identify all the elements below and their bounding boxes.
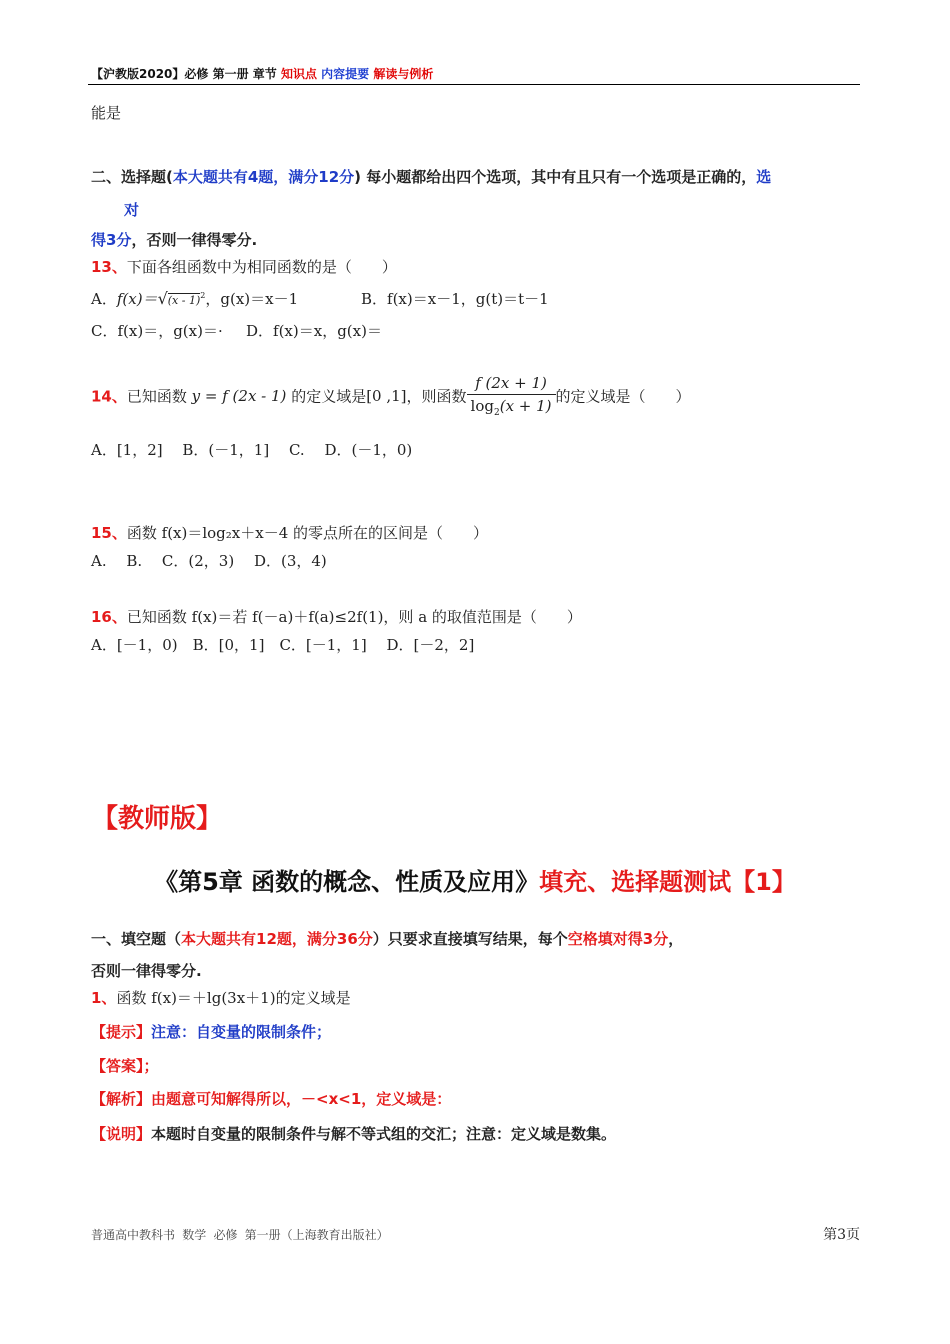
q14-expr: y = f (2x - 1) — [191, 387, 287, 405]
question-16 — [91, 606, 582, 627]
note-label: 【说明】 — [91, 1125, 152, 1143]
hint-line — [91, 1021, 331, 1042]
q14-fraction — [467, 374, 556, 418]
section2-tail: ，否则一律得零分. — [131, 231, 258, 249]
q1-number: 1、 — [91, 989, 117, 1007]
q13-a-f: f(x)＝ — [116, 290, 158, 308]
section1-line2: 否则一律得零分. — [91, 962, 202, 980]
title-main: 《第5章 函数的概念、性质及应用》 — [154, 868, 540, 896]
q13-a-g: ，g(x)＝x－1 — [205, 290, 299, 308]
q14-number: 14、 — [91, 387, 127, 406]
q13-option-a — [91, 288, 298, 309]
footer-text: 普通高中教科书 数学 必修 第一册（上海教育出版社） — [91, 1228, 389, 1242]
q16-text: 已知函数 f(x)＝若 f(－a)＋f(a)≤2f(1)，则 a 的取值范围是（ ） — [126, 608, 582, 626]
question-13 — [91, 256, 397, 277]
running-header — [91, 65, 433, 82]
q14-text4: 的定义域是（ ） — [555, 387, 691, 406]
analysis-text: 由题意可知解得所以，－<x<1，定义域是： — [151, 1090, 452, 1108]
page-title — [0, 862, 950, 897]
section2-line3 — [91, 229, 257, 250]
q13-text: 下面各组函数中为相同函数的是（ ） — [126, 258, 397, 276]
title-red: 填充、选择题测试【1】 — [539, 868, 796, 896]
q14-text1: 已知函数 — [126, 387, 192, 406]
sqrt-symbol: √ — [157, 289, 168, 308]
section1-lead: 一、填空题（ — [91, 930, 182, 948]
header-divider — [88, 84, 860, 85]
page-number: 第3页 — [823, 1227, 860, 1243]
q13-a-prefix: A． — [91, 290, 117, 308]
section1-heading — [91, 928, 683, 949]
q14-frac-denominator — [467, 395, 556, 418]
q15-options: A. B. C．(2，3) D．(3，4) — [91, 552, 327, 570]
note-line — [91, 1123, 616, 1144]
note-text: 本题时自变量的限制条件与解不等式组的交汇；注意：定义域是数集。 — [151, 1125, 617, 1143]
q14-log: log — [470, 397, 494, 415]
q14-interval: [0 ,1] — [366, 387, 407, 405]
q15-text: 函数 f(x)＝log₂x＋x－4 的零点所在的区间是（ ） — [126, 524, 489, 542]
answer-text: ； — [143, 1057, 159, 1075]
teacher-version-label: 【教师版】 — [92, 804, 223, 834]
header-analysis: 解读与例析 — [369, 67, 434, 81]
question-1 — [91, 987, 351, 1008]
q1-text: 函数 f(x)＝＋lg(3x＋1)的定义域是 — [116, 989, 351, 1007]
q13-number: 13、 — [91, 258, 127, 276]
q13-a-exponent: 2 — [200, 291, 206, 300]
question-15 — [91, 522, 488, 543]
section2-pick1: 选 — [756, 168, 772, 186]
section2-pick2: 对 — [124, 201, 140, 219]
q13-option-c: C．f(x)＝，g(x)＝· — [91, 322, 223, 340]
q15-number: 15、 — [91, 524, 127, 542]
header-prefix: 【沪教版2020】必修 第一册 章节 — [91, 67, 281, 81]
answer-line — [91, 1055, 159, 1076]
q14-text2: 的定义域是 — [286, 387, 367, 406]
section2-body: ) 每小题都给出四个选项，其中有且只有一个选项是正确的， — [354, 168, 757, 186]
section2-heading — [91, 166, 771, 187]
section2-lead: 二、选择题( — [91, 168, 173, 186]
hint-text: 注意：自变量的限制条件； — [151, 1023, 332, 1041]
q14-log-base: 2 — [493, 408, 500, 418]
q14-log-arg: (x + 1) — [499, 397, 552, 415]
q13-option-d: D．f(x)＝x，g(x)＝ — [246, 322, 382, 340]
q13-option-b: B．f(x)＝x－1，g(t)＝t－1 — [361, 290, 549, 308]
section2-pick3: 得3分 — [91, 231, 132, 249]
question-14 — [91, 374, 691, 418]
q16-number: 16、 — [91, 608, 127, 626]
answer-label: 【答案】 — [91, 1057, 144, 1075]
q16-options: A．[－1，0) B．[0，1] C．[－1，1] D．[－2，2] — [91, 636, 475, 654]
section1-blank: 空格填对得3分 — [567, 930, 669, 948]
header-knowledge-point: 知识点 — [280, 67, 317, 81]
header-summary: 内容提要 — [316, 67, 370, 81]
section1-info: 本大题共有12题，满分36分 — [181, 930, 373, 948]
hint-label: 【提示】 — [91, 1023, 152, 1041]
analysis-label: 【解析】 — [91, 1090, 152, 1108]
q14-text3: ，则函数 — [406, 387, 467, 406]
section1-body: ）只要求直接填写结果，每个 — [372, 930, 568, 948]
carryover-text: 能是 — [91, 104, 122, 122]
section1-tail: ， — [668, 930, 684, 948]
section2-info: 本大题共有4题，满分12分 — [172, 168, 355, 186]
q14-frac-numerator: f (2x + 1) — [467, 374, 556, 395]
q13-a-radicand: (x - 1) — [167, 294, 201, 307]
q14-options: A．[1，2] B．(－1，1] C. D．(－1，0) — [91, 441, 413, 459]
analysis-line — [91, 1088, 451, 1109]
